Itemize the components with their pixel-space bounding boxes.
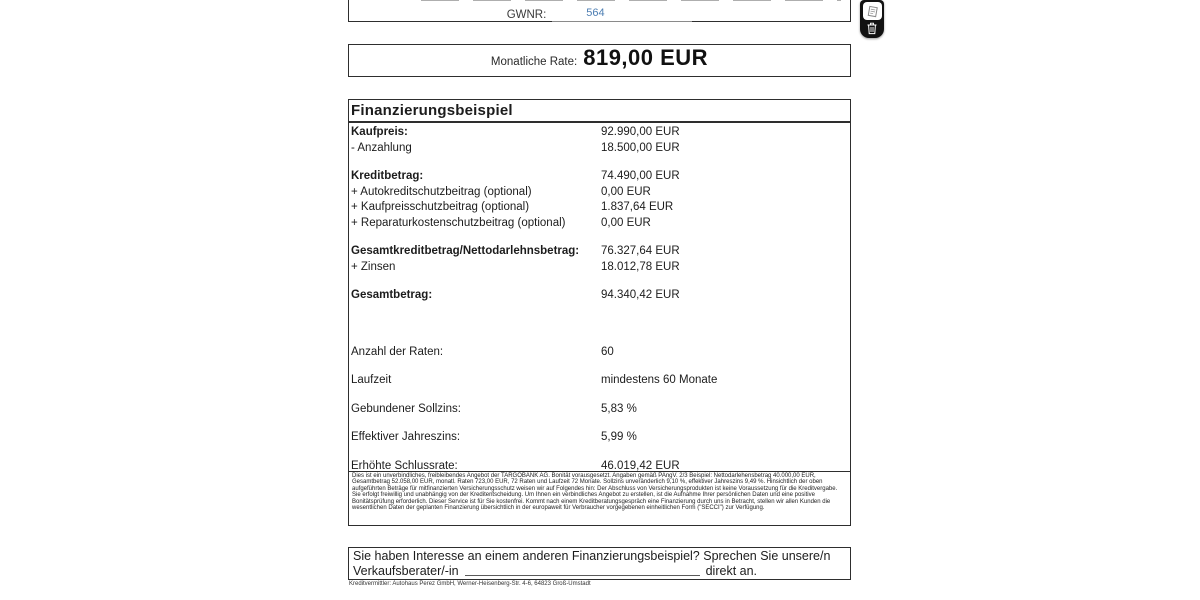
row-value: 74.490,00 EUR: [601, 170, 680, 182]
finance-row-anzahl-raten: [349, 345, 850, 361]
finance-row-jahreszins: [349, 430, 850, 446]
row-value: 46.019,42 EUR: [601, 459, 680, 472]
gwnr-row: [349, 3, 850, 22]
row-label: Erhöhte Schlussrate:: [351, 459, 458, 472]
row-label: Gesamtkreditbetrag/Nettodarlehnsbetrag:: [351, 245, 580, 257]
row-value: 92.990,00 EUR: [601, 126, 680, 138]
trash-button[interactable]: [860, 21, 884, 36]
finance-box: [348, 99, 851, 526]
finance-disclaimer: Dies ist ein unverbindliches, freibleibendes Angebot der TARGOBANK AG. Bonität vorausgesetzt. Angaben gemäß PAngV. 2/3 Beispiel: Nettodarlehensbetrag 40.000,00 EUR, Gesamtbetrag 52.058,00 EUR, monatl. Raten 723,00 EUR, 72 Raten und Laufzeit 72 Monate. Sollzins unveränderlich 9,10 %, effektiver Jahreszins 9,49 %. Hinsichtlich der oben aufgeführten Beträge für mitfinanzierten Versicherungsschutz weisen wir auf Folgendes hin: Der Abschluss von Versicherungsprodukten ist keine Voraussetzung für die Kreditvergabe. Sie erfolgt freiwillig und unabhängig von der Kreditentscheidung. Um Ihnen ein verbindliches Angebot zu erstellen, ist die Aufnahme Ihrer persönlichen Daten und eine positive Bonitätsprüfung erforderlich. Dieser Service ist für Sie kostenfrei. Kommt nach einem Kreditberatungsgespräch eine Finanzierung durch uns in Betracht, stellen wir allen Kunden die wesentlichen Daten der geplanten Finanzierung übersichtlich in der europaweit für Verbraucher vorgegebenen einheitlichen Form ("SECCI") zur Verfügung.: [349, 471, 850, 525]
row-label: Effektiver Jahreszins:: [351, 431, 461, 443]
row-value: 0,00 EUR: [601, 216, 651, 229]
finance-row-reparaturkostenschutz: [349, 216, 850, 232]
row-label: + Reparaturkostenschutzbeitrag (optional): [351, 216, 566, 229]
finance-title: Finanzierungsbeispiel: [349, 100, 850, 123]
gwnr-value: 564: [586, 7, 605, 19]
cta-line2-suffix: direkt an.: [705, 563, 758, 578]
monthly-rate-value: 819,00 EUR: [583, 45, 709, 70]
finance-row-kaufpreis: [349, 125, 850, 141]
row-label: Gesamtbetrag:: [351, 289, 433, 301]
row-value: 0,00 EUR: [601, 185, 651, 198]
row-value: 18.500,00 EUR: [601, 141, 680, 154]
footer-credit-line: Kreditvermittler: Autohaus Perez GmbH, Werner-Heisenberg-Str. 4-6, 64823 Groß-Umstadt: [349, 581, 591, 587]
cta-line2-prefix: Verkaufsberater/-in: [353, 563, 459, 578]
finance-row-gesamtbetrag: [349, 288, 850, 304]
finance-row-kaufpreisschutz: [349, 200, 850, 216]
cta-line1: Sie haben Interesse an einem anderen Finanzierungsbeispiel? Sprechen Sie unsere/n: [353, 549, 831, 563]
row-value: 18.012,78 EUR: [601, 260, 680, 273]
cta-box: [348, 547, 851, 580]
annotation-widget: [860, 0, 884, 38]
monthly-rate-label: Monatliche Rate:: [490, 56, 578, 68]
row-value: 94.340,42 EUR: [601, 289, 680, 301]
monthly-rate-box: [348, 44, 851, 77]
row-value: 76.327,64 EUR: [601, 245, 680, 257]
note-button[interactable]: [863, 2, 882, 20]
row-label: Anzahl der Raten:: [351, 345, 444, 358]
row-label: Laufzeit: [351, 374, 392, 386]
finance-row-zinsen: [349, 260, 850, 276]
salesperson-fill-line[interactable]: [465, 564, 700, 576]
note-icon: [866, 5, 879, 18]
row-label: + Autokreditschutzbeitrag (optional): [351, 185, 532, 198]
row-value: mindestens 60 Monate: [601, 374, 718, 386]
cutoff-text-remnant: [421, 0, 841, 1]
row-value: 1.837,64 EUR: [601, 201, 674, 213]
finance-table: [349, 123, 850, 474]
finance-row-kreditbetrag: [349, 169, 850, 185]
cta-text: [349, 548, 850, 580]
row-label: Kaufpreis:: [351, 126, 408, 138]
gwnr-fill-line[interactable]: [552, 3, 692, 22]
finance-row-autokreditschutz: [349, 185, 850, 201]
gwnr-box: [348, 0, 851, 22]
finance-row-laufzeit: [349, 373, 850, 389]
row-value: 5,99 %: [601, 431, 637, 443]
gwnr-label: GWNR:: [506, 9, 547, 21]
row-label: + Kaufpreisschutzbeitrag (optional): [351, 201, 530, 213]
finance-row-gesamtkreditbetrag: [349, 244, 850, 260]
finance-row-anzahlung: [349, 141, 850, 157]
row-label: Kreditbetrag:: [351, 170, 424, 182]
row-label: - Anzahlung: [351, 141, 412, 154]
row-label: + Zinsen: [351, 260, 396, 273]
trash-icon: [866, 22, 878, 35]
row-value: 60: [601, 345, 614, 358]
row-value: 5,83 %: [601, 402, 637, 415]
finance-row-sollzins: [349, 402, 850, 418]
cta-line2: [353, 564, 846, 579]
row-label: Gebundener Sollzins:: [351, 402, 461, 415]
